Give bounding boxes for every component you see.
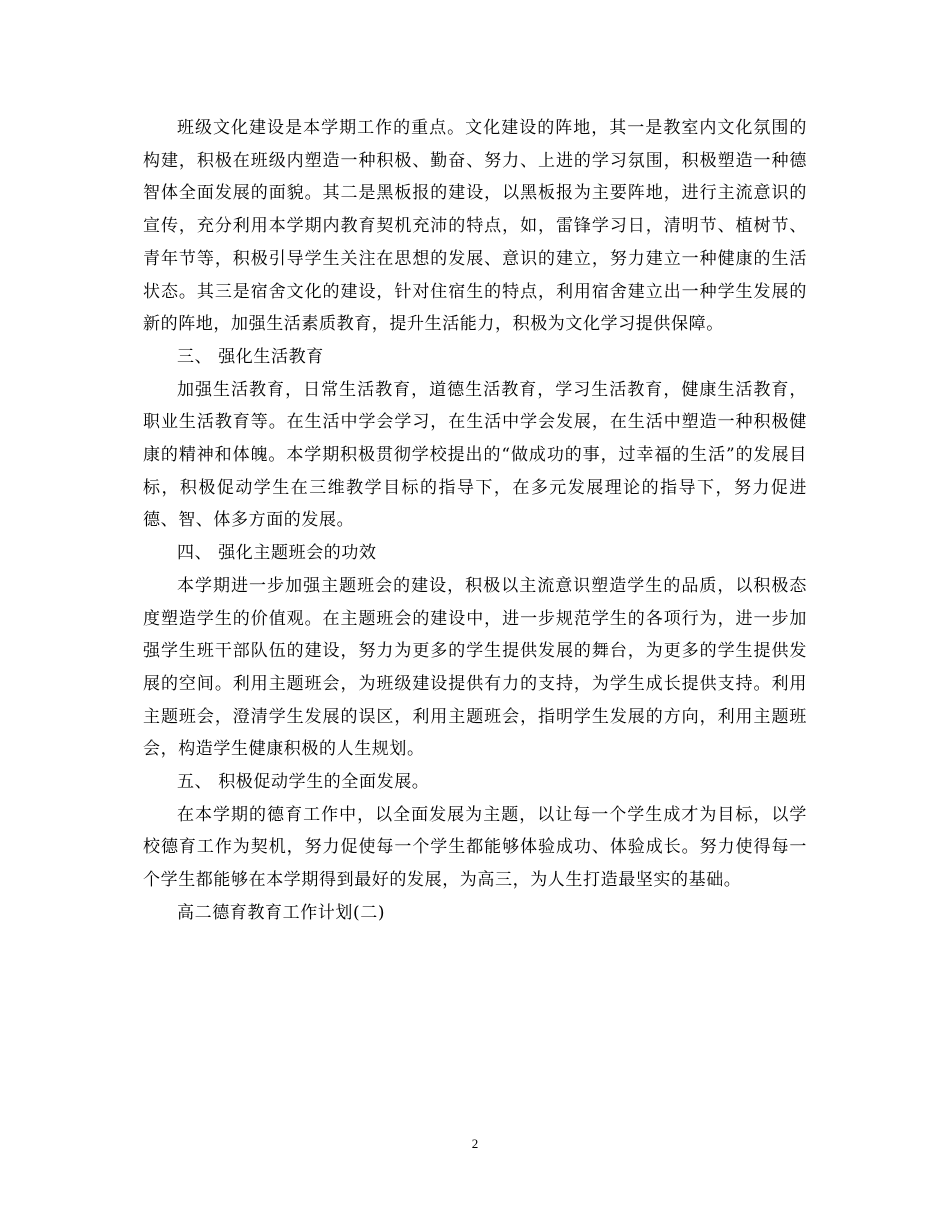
document-subtitle-plan-two: 高二德育教育工作计划(二) bbox=[177, 902, 386, 923]
section-heading-life-education: 三、 强化生活教育 bbox=[177, 346, 324, 367]
section-heading-class-meeting: 四、 强化主题班会的功效 bbox=[177, 543, 377, 564]
page-number: 2 bbox=[471, 1136, 479, 1151]
paragraph-class-culture: 班级文化建设是本学期工作的重点。文化建设的阵地，其一是教室内文化氛围的构建，积极在班级内塑造一种积极、勤奋、努力、上进的学习氛围，积极塑造一种德智体全面发展的面貌。其二是黑板报的建设，以黑板报为主要阵地，进行主流意识的宣传，充分利用本学期内教育契机充沛的特点，如，雷锋学习日，清明节、植树节、青年节等，积极引导学生关注在思想的发展、意识的建立，努力建立一种健康的生活状态。其三是宿舍文化的建设，针对住宿生的特点，利用宿舍建立出一种学生发展的新的阵地，加强生活素质教育，提升生活能力，积极为文化学习提供保障。 bbox=[143, 118, 807, 335]
paragraph-overall-development: 在本学期的德育工作中，以全面发展为主题，以让每一个学生成才为目标，以学校德育工作为契机，努力促使每一个学生都能够体验成功、体验成长。努力使得每一个学生都能够在本学期得到最好的发展，为高三，为人生打造最坚实的基础。 bbox=[143, 804, 807, 891]
paragraph-class-meeting: 本学期进一步加强主题班会的建设，积极以主流意识塑造学生的品质，以积极态度塑造学生的价值观。在主题班会的建设中，进一步规范学生的各项行为，进一步加强学生班干部队伍的建设，努力为更多的学生提供发展的舞台，为更多的学生提供发展的空间。利用主题班会，为班级建设提供有力的支持，为学生成长提供支持。利用主题班会，澄清学生发展的误区，利用主题班会，指明学生发展的方向，利用主题班会，构造学生健康积极的人生规划。 bbox=[143, 575, 807, 760]
document-body bbox=[143, 112, 807, 930]
section-heading-overall-development: 五、 积极促动学生的全面发展。 bbox=[177, 772, 430, 793]
paragraph-life-education: 加强生活教育，日常生活教育，道德生活教育，学习生活教育，健康生活教育，职业生活教育等。在生活中学会学习，在生活中学会发展，在生活中塑造一种积极健康的精神和体魄。本学期积极贯彻学校提出的“做成功的事，过幸福的生活”的发展目标，积极促动学生在三维教学目标的指导下，在多元发展理论的指导下，努力促进德、智、体多方面的发展。 bbox=[143, 379, 807, 531]
